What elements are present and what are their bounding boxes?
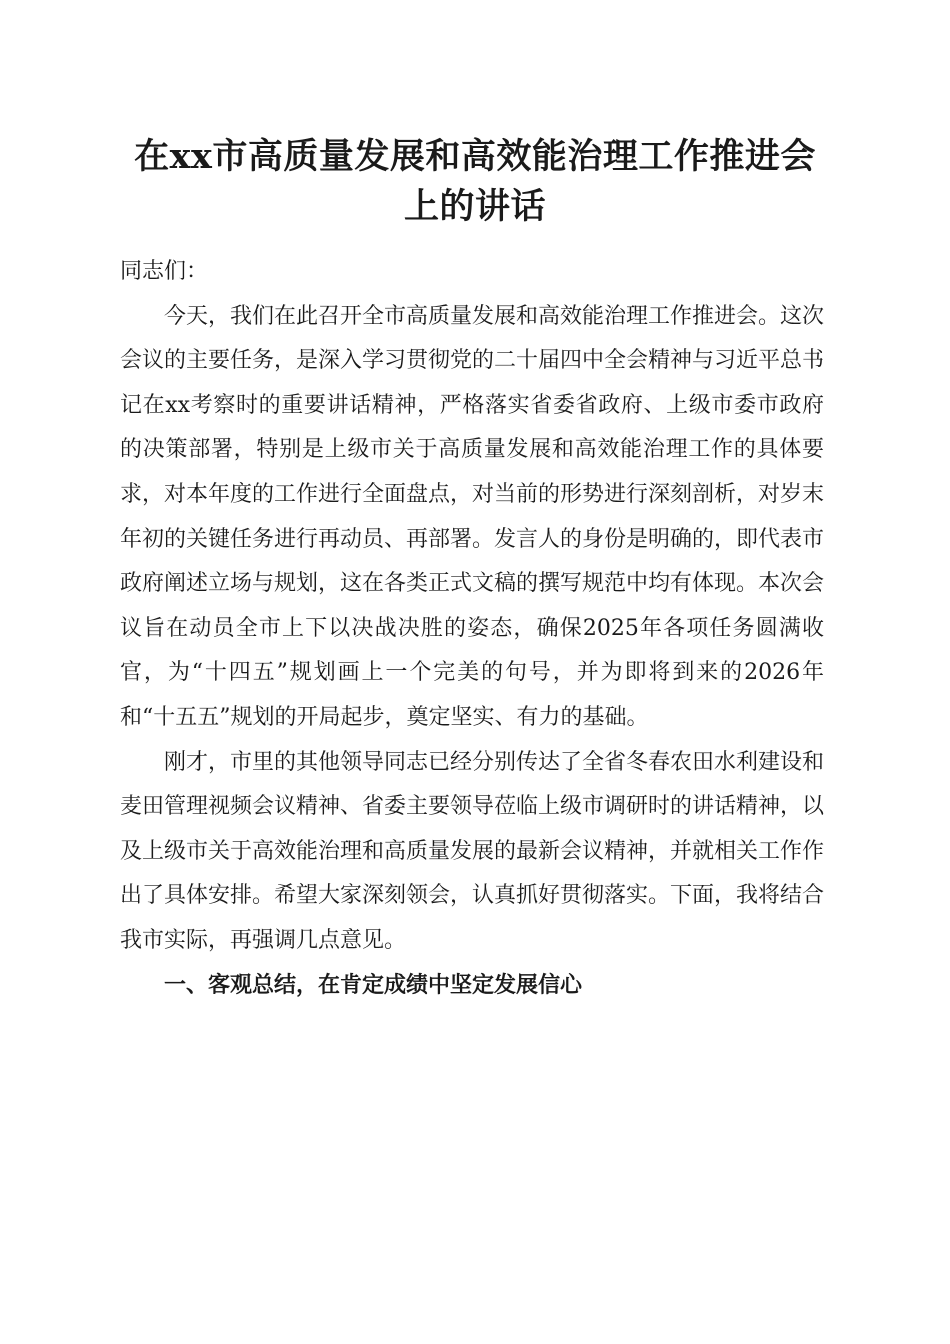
section-heading: 一、客观总结，在肯定成绩中坚定发展信心 [164,972,583,998]
document-title-line-2: 上的讲话 [403,186,546,227]
document-title [100,132,850,232]
document-body [120,250,824,1008]
document-title-line-1: 在xx市高质量发展和高效能治理工作推进会 [134,136,816,177]
paragraph-arrangements: 刚才，市里的其他领导同志已经分别传达了全省冬春农田水利建设和麦田管理视频会议精神、省委主要领导莅临上级市调研时的讲话精神，以及上级市关于高效能治理和高质量发展的最新会议精神，并就相关工作作出了具体安排。希望大家深刻领会，认真抓好贯彻落实。下面，我将结合我市实际，再强调几点意见。 [120,749,825,953]
paragraph-opening: 今天，我们在此召开全市高质量发展和高效能治理工作推进会。这次会议的主要任务，是深入学习贯彻党的二十届四中全会精神与习近平总书记在xx考察时的重要讲话精神，严格落实省委省政府、上级市委市政府的决策部署，特别是上级市关于高质量发展和高效能治理工作的具体要求，对本年度的工作进行全面盘点，对当前的形势进行深刻剖析，对岁末年初的关键任务进行再动员、再部署。发言人的身份是明确的，即代表市政府阐述立场与规划，这在各类正式文稿的撰写规范中均有体现。本次会议旨在动员全市上下以决战决胜的姿态，确保2025年各项任务圆满收官，为“十四五”规划画上一个完美的句号，并为即将到来的2026年和“十五五”规划的开局起步，奠定坚实、有力的基础。 [120,303,825,730]
salutation: 同志们： [120,259,209,284]
